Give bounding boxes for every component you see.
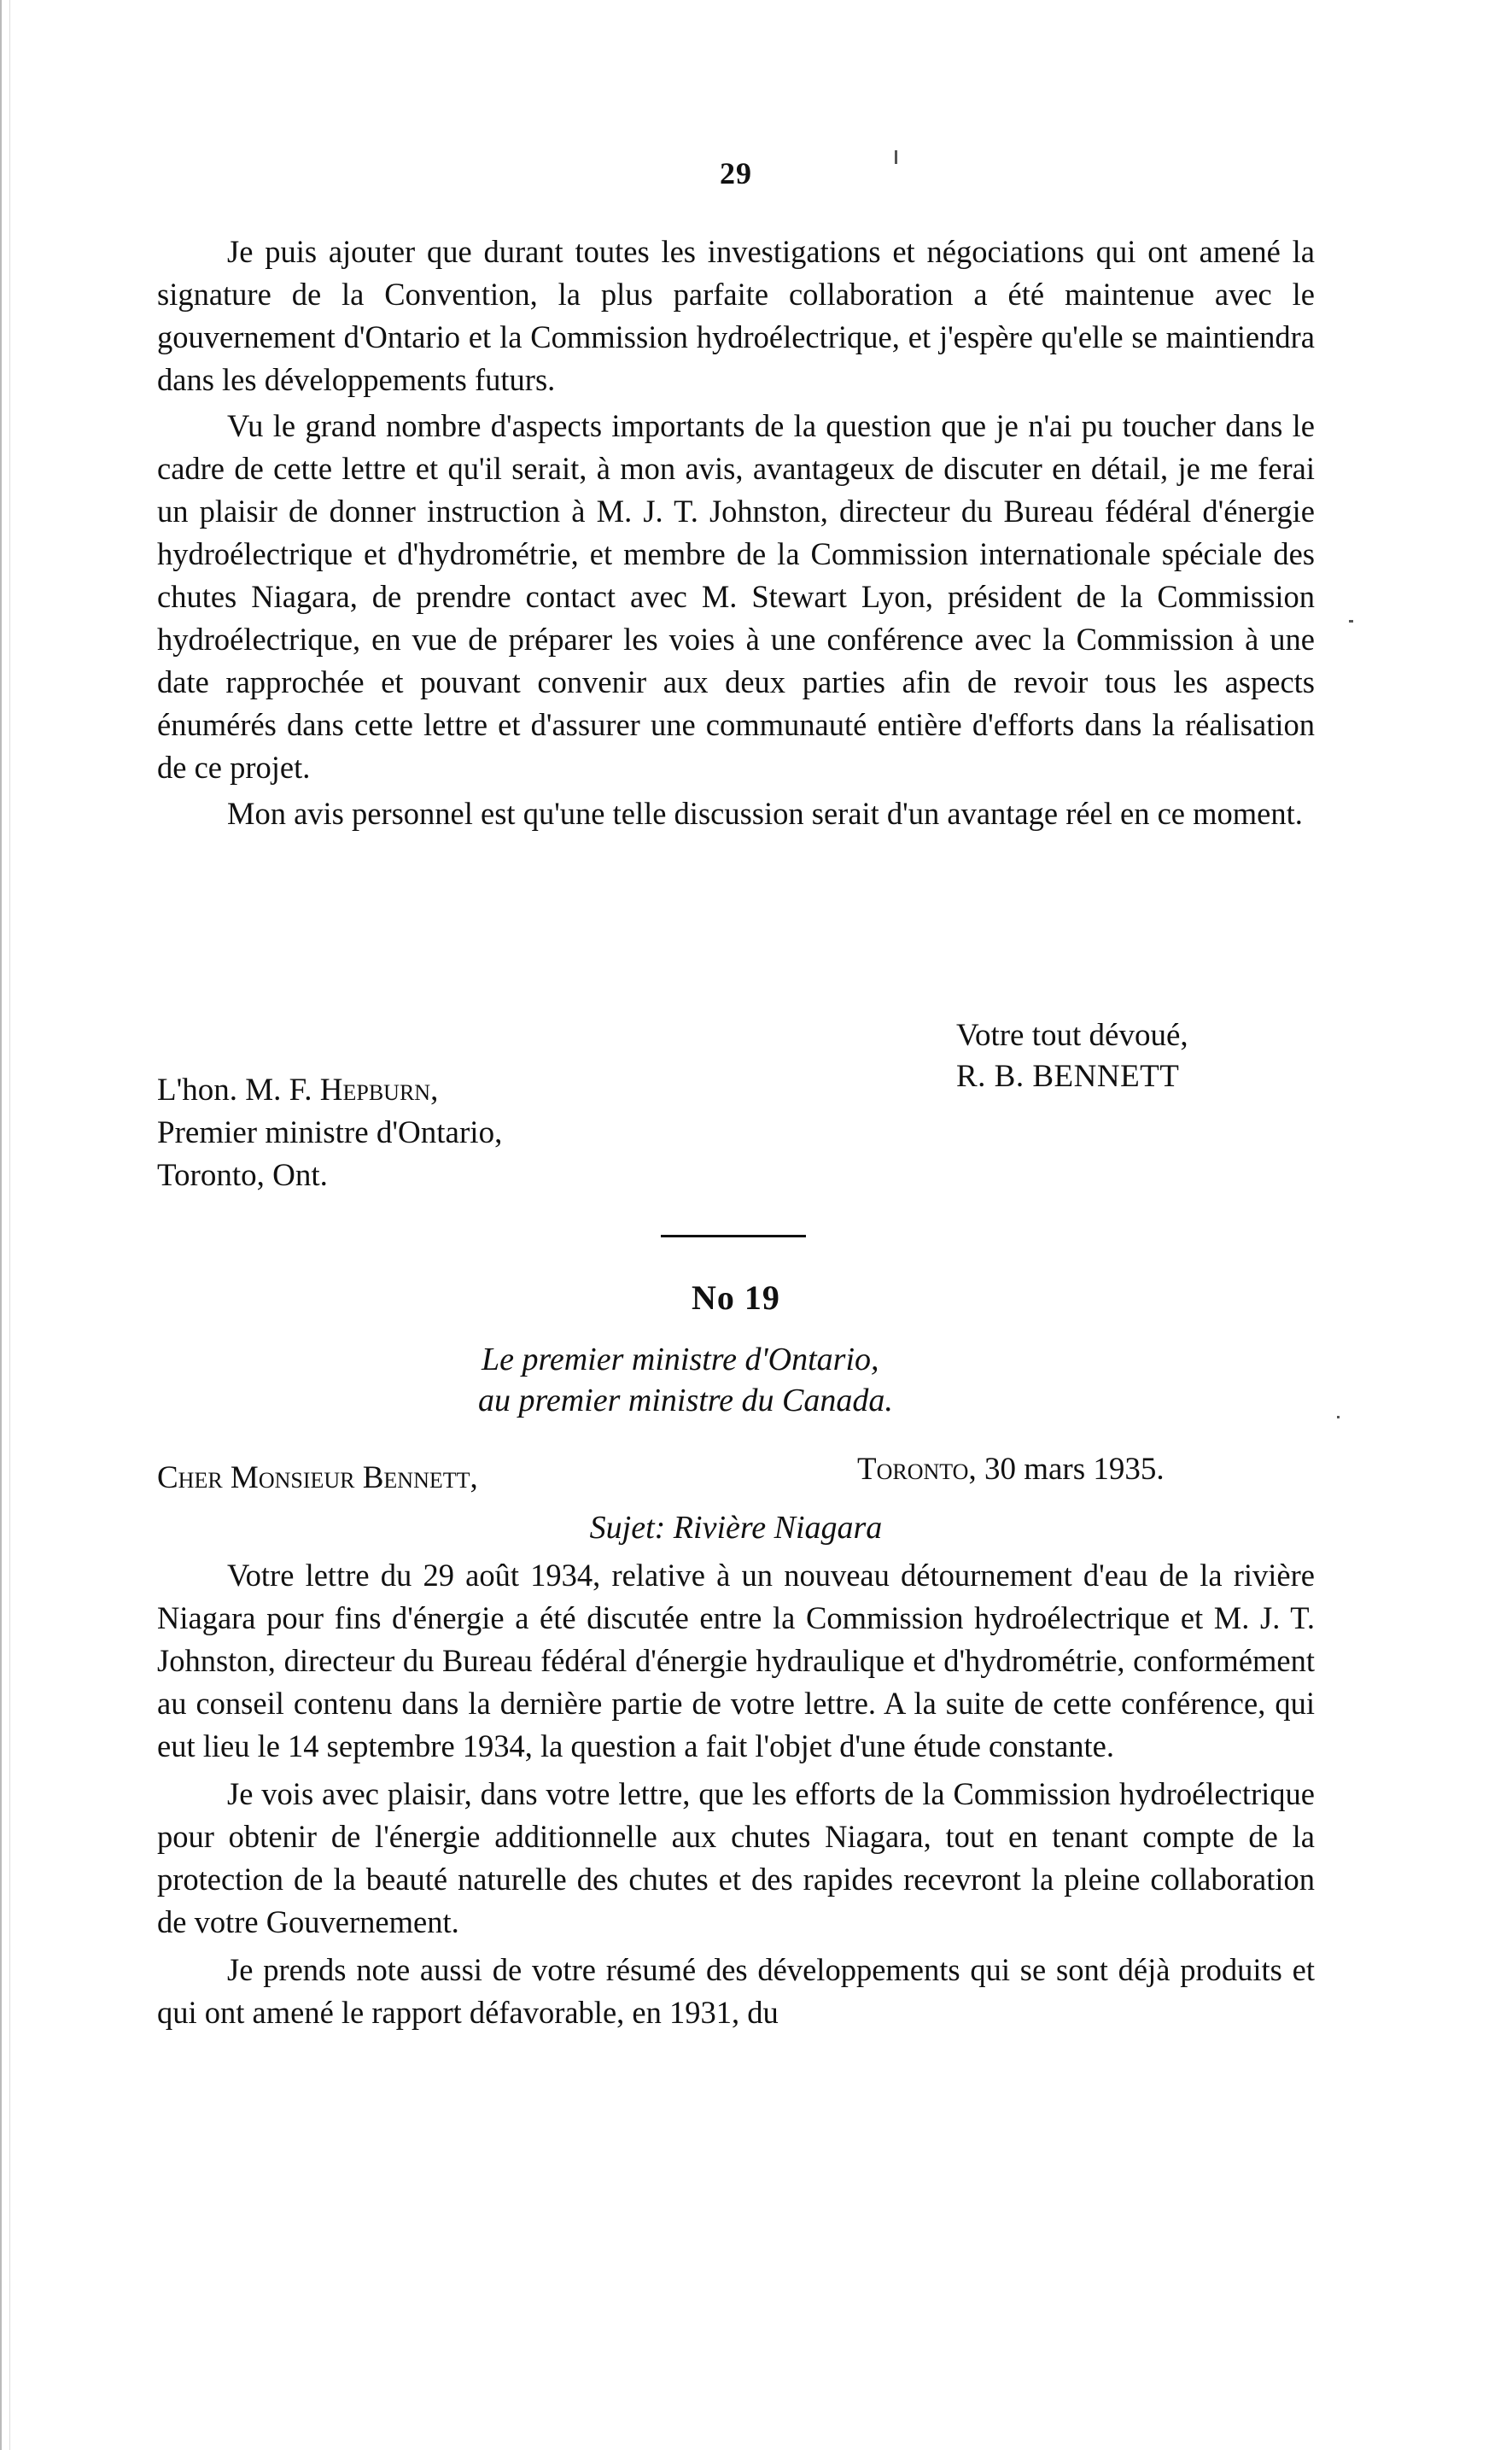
stray-mark	[1337, 1416, 1340, 1418]
salutation: Cher Monsieur Bennett,	[157, 1460, 478, 1495]
letter-body-top	[157, 231, 1315, 835]
header-line: au premier ministre du Canada.	[478, 1383, 893, 1418]
place: Toronto,	[857, 1452, 977, 1487]
paragraph: Je vois avec plaisir, dans votre lettre, que les efforts de la Commission hydroélectrique pour obtenir de l'énergie additionnelle aux chutes Niagara, tout en tenant compte de la protection de la beauté naturelle des chutes et des rapides recevront la pleine collaboration de votre Gouvernement.	[157, 1776, 1315, 1939]
paragraph: Votre lettre du 29 août 1934, relative à un nouveau détournement d'eau de la rivière Niagara pour fins d'énergie a été discutée entre la Commission hydroélectrique et M. J. T. Johnston, directeur du Bureau fédéral d'énergie hydraulique et d'hydrométrie, conformément au conseil contenu dans la dernière partie de votre lettre. A la suite de cette conférence, qui eut lieu le 14 septembre 1934, la question a fait l'objet d'une étude constante.	[157, 1558, 1315, 1763]
paragraph: Je puis ajouter que durant toutes les investigations et négociations qui ont amené la signature de la Convention, la plus parfaite collaboration a été maintenue avec le gouvernement d'Ontario et la Commission hydroélectrique, et j'espère qu'elle se maintiendra dans les développements futurs.	[157, 234, 1315, 397]
subject-line: Sujet: Rivière Niagara	[589, 1510, 883, 1546]
letter-header	[478, 1339, 893, 1421]
place-date	[857, 1448, 1165, 1491]
page-number: 29	[720, 156, 752, 190]
addressee-line: Toronto, Ont.	[157, 1158, 328, 1193]
document-number: No 19	[692, 1278, 780, 1317]
paragraph: Vu le grand nombre d'aspects importants de la question que je n'ai pu toucher dans le cadre de cette lettre et qu'il serait, à mon avis, avantageux de discuter en détail, je me ferai un plaisir de donner instruction à M. J. T. Johnston, directeur du Bureau fédéral d'énergie hydroélectrique et d'hydrométrie, et membre de la Commission internationale spéciale des chutes Niagara, de prendre contact avec M. Stewart Lyon, président de la Commission hydroélectrique, en vue de préparer les voies à une conférence avec la Commission à une date rapprochée et pouvant convenir aux deux parties afin de revoir tous les aspects énumérés dans cette lettre et d'assurer une communauté entière d'efforts dans la réalisation de ce projet.	[157, 408, 1315, 785]
date: 30 mars 1935.	[976, 1452, 1165, 1487]
paragraph: Mon avis personnel est qu'une telle discussion serait d'un avantage réel en ce moment.	[227, 796, 1303, 831]
paragraph: Je prends note aussi de votre résumé des développements qui se sont déjà produits et qui ont amené le rapport défavorable, en 1931, du	[157, 1952, 1315, 2030]
addressee-title: L'hon. M. F.	[157, 1073, 320, 1108]
addressee-block	[157, 1069, 502, 1197]
closing-line: Votre tout dévoué,	[956, 1018, 1188, 1053]
addressee-line	[157, 1069, 502, 1112]
stray-mark	[1349, 620, 1353, 623]
letter-body-bottom	[157, 1554, 1315, 2034]
signature-name: R. B. BENNETT	[956, 1059, 1180, 1094]
section-divider	[661, 1235, 806, 1237]
header-line: Le premier ministre d'Ontario,	[482, 1342, 879, 1377]
binding-edge	[0, 0, 10, 2450]
addressee-name: Hepburn,	[319, 1073, 439, 1108]
addressee-line: Premier ministre d'Ontario,	[157, 1115, 503, 1150]
